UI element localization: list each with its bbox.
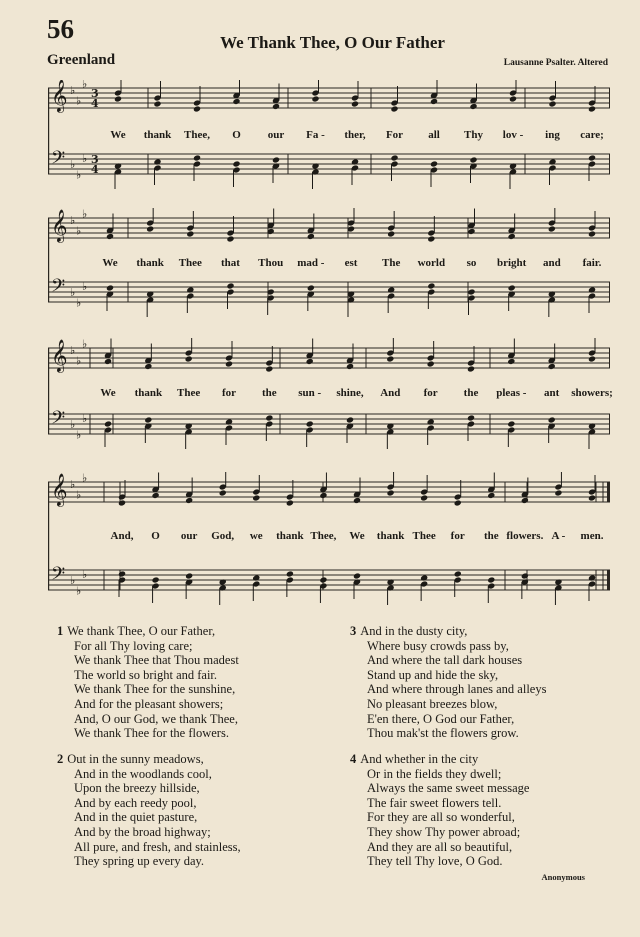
- note-head: [319, 492, 327, 499]
- lyric-syllable: We: [100, 387, 116, 399]
- flat-icon: ♭: [76, 224, 82, 238]
- note-head: [467, 288, 475, 295]
- verse-line: Stand up and hide the sky,: [367, 667, 499, 682]
- note-head: [185, 497, 193, 504]
- lyric-syllable: shine,: [336, 387, 364, 399]
- flat-icon: ♭: [82, 80, 88, 91]
- lyric-syllable: ther,: [344, 129, 366, 141]
- music-system-1: [48, 80, 610, 192]
- lyric-syllable: flowers.: [506, 530, 544, 542]
- lyric-syllable: We: [349, 530, 365, 542]
- note-head: [146, 225, 154, 232]
- note-head: [306, 358, 314, 365]
- lyric-syllable: our: [267, 129, 285, 141]
- tune-name: Greenland: [47, 52, 116, 68]
- note-head: [387, 230, 395, 237]
- verse-line: And by the broad highway;: [74, 824, 211, 839]
- verse-line: We thank Thee for the sunshine,: [74, 682, 236, 697]
- lyric-syllable: Thee,: [184, 129, 210, 141]
- note-head: [390, 154, 398, 161]
- note-head: [467, 228, 475, 235]
- note-head: [387, 489, 395, 496]
- note-head: [307, 284, 315, 291]
- lyric-syllable: the: [463, 387, 479, 399]
- flat-icon: ♭: [76, 428, 82, 442]
- note-head: [186, 230, 194, 237]
- lyric-syllable: for: [423, 387, 438, 399]
- lyric-syllable: care;: [580, 129, 604, 141]
- note-head: [508, 284, 516, 291]
- music-system-2: [48, 208, 610, 320]
- bass-clef-icon: 𝄢: [51, 408, 66, 433]
- lyric-syllable: we: [249, 530, 263, 542]
- bass-clef-icon: 𝄢: [51, 276, 66, 301]
- time-signature: 3: [91, 153, 99, 166]
- verse-line: They spring up every day.: [74, 854, 205, 869]
- note-head: [390, 105, 398, 112]
- note-head: [507, 358, 515, 365]
- lyric-syllable: for: [450, 530, 465, 542]
- verse-line: Where busy crowds pass by,: [367, 638, 509, 653]
- lyric-syllable: fair.: [582, 257, 602, 269]
- flat-icon: ♭: [82, 411, 88, 425]
- note-head: [430, 98, 438, 105]
- lyric-syllable: Thee: [178, 257, 202, 269]
- flat-icon: ♭: [70, 477, 76, 491]
- verse-line: Always the same sweet message: [367, 781, 530, 796]
- verse-line: No pleasant breezes blow,: [367, 696, 498, 711]
- note-head: [319, 576, 327, 583]
- lyric-syllable: Fa -: [306, 129, 325, 141]
- lyric-syllable: bright: [496, 257, 527, 269]
- lyric-syllable: O: [151, 530, 160, 542]
- note-head: [588, 494, 596, 501]
- note-head: [353, 572, 361, 579]
- lyric-syllable: For: [385, 129, 404, 141]
- lyric-syllable: thank: [136, 257, 164, 269]
- verse-line: And in the dusty city,: [360, 624, 468, 638]
- note-head: [469, 156, 477, 163]
- time-signature: 4: [91, 163, 99, 176]
- note-head: [508, 233, 516, 240]
- note-head: [193, 105, 201, 112]
- lyric-syllable: sun -: [298, 387, 322, 399]
- verse-line: We thank Thee, O our Father,: [67, 624, 216, 638]
- lyric-syllable: est: [344, 257, 358, 269]
- lyric-syllable: pleas -: [496, 387, 527, 399]
- flat-icon: ♭: [82, 472, 88, 485]
- note-head: [152, 492, 160, 499]
- note-head: [346, 363, 354, 370]
- verse-line: We thank Thee for the flowers.: [74, 726, 229, 741]
- lyric-syllable: so: [466, 257, 477, 269]
- flat-icon: ♭: [70, 83, 76, 97]
- lyric-syllable: O: [232, 129, 241, 141]
- note-head: [420, 494, 428, 501]
- lyric-syllable: world: [417, 257, 446, 269]
- lyric-syllable: our: [180, 530, 198, 542]
- verse-line: And, O our God, we thank Thee,: [74, 711, 238, 726]
- time-signature: 4: [91, 97, 99, 110]
- music-system-3: [48, 338, 613, 450]
- verse-line: And where the tall dark houses: [367, 653, 523, 668]
- note-head: [521, 572, 529, 579]
- lyric-syllable: Thou: [258, 257, 284, 269]
- verse-line: For they are all so wonderful,: [367, 810, 515, 825]
- note-head: [272, 156, 280, 163]
- note-head: [118, 570, 126, 577]
- note-head: [469, 103, 477, 110]
- flat-icon: ♭: [82, 567, 88, 581]
- source-credit: Lausanne Psalter. Altered: [503, 58, 608, 68]
- lyric-syllable: the: [483, 530, 499, 542]
- verse-line: They tell Thy love, O God.: [367, 854, 503, 869]
- flat-icon: ♭: [76, 296, 82, 310]
- verse-line: They show Thy power abroad;: [367, 824, 521, 839]
- note-head: [588, 355, 596, 362]
- note-head: [272, 103, 280, 110]
- note-head: [144, 363, 152, 370]
- flat-icon: ♭: [70, 343, 76, 357]
- flat-icon: ♭: [70, 286, 76, 300]
- lyric-syllable: lov -: [502, 129, 524, 141]
- note-head: [311, 95, 319, 102]
- verse-number: 1: [57, 624, 64, 638]
- note-head: [104, 420, 112, 427]
- flat-icon: ♭: [70, 158, 76, 172]
- bass-clef-icon: 𝄢: [51, 564, 66, 589]
- flat-icon: ♭: [82, 338, 88, 351]
- author-credit: Anonymous: [541, 872, 585, 882]
- verse-4: [350, 752, 529, 869]
- verse-line: For all Thy loving care;: [74, 638, 193, 653]
- note-head: [487, 576, 495, 583]
- lyric-syllable: Thee: [412, 530, 436, 542]
- lyric-syllable: thank: [134, 387, 163, 399]
- lyric-syllable: thank: [143, 129, 172, 141]
- note-head: [307, 233, 315, 240]
- note-head: [588, 105, 596, 112]
- note-head: [548, 363, 556, 370]
- flat-icon: ♭: [82, 208, 88, 221]
- verse-line: The fair sweet flowers tell.: [367, 795, 502, 810]
- verse-line: And in the quiet pasture,: [74, 810, 198, 825]
- note-head: [286, 570, 294, 577]
- verse-line: And whether in the city: [360, 752, 479, 766]
- note-head: [521, 497, 529, 504]
- verse-line: And by each reedy pool,: [74, 795, 197, 810]
- treble-clef-icon: 𝄞: [51, 473, 68, 506]
- verse-2: [57, 752, 241, 869]
- flat-icon: ♭: [70, 418, 76, 432]
- lyric-syllable: thank: [276, 530, 304, 542]
- flat-icon: ♭: [76, 94, 82, 108]
- note-head: [386, 355, 394, 362]
- note-head: [193, 154, 201, 161]
- lyric-syllable: and: [542, 257, 561, 269]
- lyric-syllable: for: [221, 387, 237, 399]
- verse-line: We thank Thee that Thou madest: [74, 653, 239, 668]
- lyric-syllable: ant: [544, 387, 560, 399]
- note-head: [588, 154, 596, 161]
- note-head: [467, 414, 475, 421]
- verse-line: All pure, and fresh, and stainless,: [74, 839, 241, 854]
- flat-icon: ♭: [82, 151, 88, 165]
- note-head: [353, 497, 361, 504]
- time-signature: 3: [91, 87, 99, 100]
- note-head: [467, 365, 475, 372]
- lyric-syllable: We: [102, 257, 118, 269]
- lyric-syllable: Thee: [177, 387, 201, 399]
- verse-line: And in the woodlands cool,: [74, 766, 212, 781]
- treble-clef-icon: 𝄞: [51, 80, 68, 112]
- lyric-syllable: The: [381, 257, 401, 269]
- lyric-syllable: Thy: [464, 129, 483, 141]
- note-head: [219, 489, 227, 496]
- note-head: [265, 414, 273, 421]
- note-head: [346, 416, 354, 423]
- lyric-syllable: We: [110, 129, 126, 141]
- note-head: [588, 230, 596, 237]
- verse-line: Out in the sunny meadows,: [67, 752, 204, 766]
- note-head: [226, 235, 234, 242]
- note-head: [427, 282, 435, 289]
- note-head: [430, 160, 438, 167]
- treble-clef-icon: 𝄞: [51, 209, 68, 242]
- note-head: [152, 576, 160, 583]
- verse-line: And where through lanes and alleys: [367, 682, 547, 697]
- verse-line: Upon the breezy hillside,: [74, 781, 200, 796]
- verse-number: 4: [350, 752, 357, 766]
- note-head: [554, 489, 562, 496]
- note-head: [144, 416, 152, 423]
- note-head: [185, 355, 193, 362]
- verse-line: And they are all so beautiful,: [367, 839, 513, 854]
- note-head: [351, 100, 359, 107]
- verse-line: And for the pleasant showers;: [74, 696, 224, 711]
- note-head: [153, 100, 161, 107]
- page-number: 56: [47, 14, 74, 44]
- flat-icon: ♭: [76, 584, 82, 598]
- flat-icon: ♭: [76, 354, 82, 368]
- note-head: [487, 492, 495, 499]
- note-head: [252, 494, 260, 501]
- note-head: [548, 100, 556, 107]
- note-head: [226, 282, 234, 289]
- note-head: [454, 499, 462, 506]
- treble-clef-icon: 𝄞: [51, 339, 68, 372]
- lyric-syllable: ing: [545, 129, 560, 141]
- music-system-4: [48, 472, 610, 612]
- verse-number: 3: [350, 624, 357, 638]
- verse-line: E'en there, O God our Father,: [367, 711, 515, 726]
- note-head: [106, 233, 114, 240]
- note-head: [232, 160, 240, 167]
- hymn-title: We Thank Thee, O Our Father: [220, 33, 445, 52]
- note-head: [454, 570, 462, 577]
- note-head: [118, 499, 126, 506]
- note-head: [548, 225, 556, 232]
- staff-lines: [48, 80, 610, 192]
- lyric-syllable: mad -: [297, 257, 325, 269]
- verse-line: The world so bright and fair.: [74, 667, 218, 682]
- note-head: [427, 360, 435, 367]
- flat-icon: ♭: [70, 574, 76, 588]
- verse-number: 2: [57, 752, 64, 766]
- verse-line: Or in the fields they dwell;: [367, 766, 502, 781]
- bass-clef-icon: 𝄢: [51, 148, 66, 173]
- lyric-syllable: all: [428, 129, 440, 141]
- flat-icon: ♭: [76, 488, 82, 502]
- lyric-syllable: Thee,: [310, 530, 337, 542]
- verse-3: [350, 624, 546, 741]
- lyric-syllable: And,: [110, 530, 134, 542]
- lyric-syllable: God,: [211, 530, 235, 542]
- note-head: [509, 95, 517, 102]
- flat-icon: ♭: [70, 213, 76, 227]
- note-head: [286, 499, 294, 506]
- note-head: [185, 572, 193, 579]
- note-head: [306, 420, 314, 427]
- lyric-syllable: men.: [580, 530, 604, 542]
- lyric-syllable: A -: [551, 530, 566, 542]
- note-head: [427, 235, 435, 242]
- note-head: [265, 365, 273, 372]
- flat-icon: ♭: [76, 168, 82, 182]
- lyric-syllable: showers;: [571, 387, 613, 399]
- lyric-syllable: And: [380, 387, 401, 399]
- verse-1: [57, 624, 239, 741]
- note-head: [507, 420, 515, 427]
- note-head: [114, 95, 122, 102]
- lyric-syllable: that: [221, 257, 240, 269]
- note-head: [232, 98, 240, 105]
- flat-icon: ♭: [82, 279, 88, 293]
- lyric-syllable: thank: [376, 530, 405, 542]
- lyric-syllable: the: [261, 387, 277, 399]
- staff-lines: [48, 472, 610, 612]
- verse-line: Thou mak'st the flowers grow.: [367, 726, 519, 741]
- note-head: [104, 358, 112, 365]
- note-head: [548, 416, 556, 423]
- note-head: [106, 284, 114, 291]
- note-head: [225, 360, 233, 367]
